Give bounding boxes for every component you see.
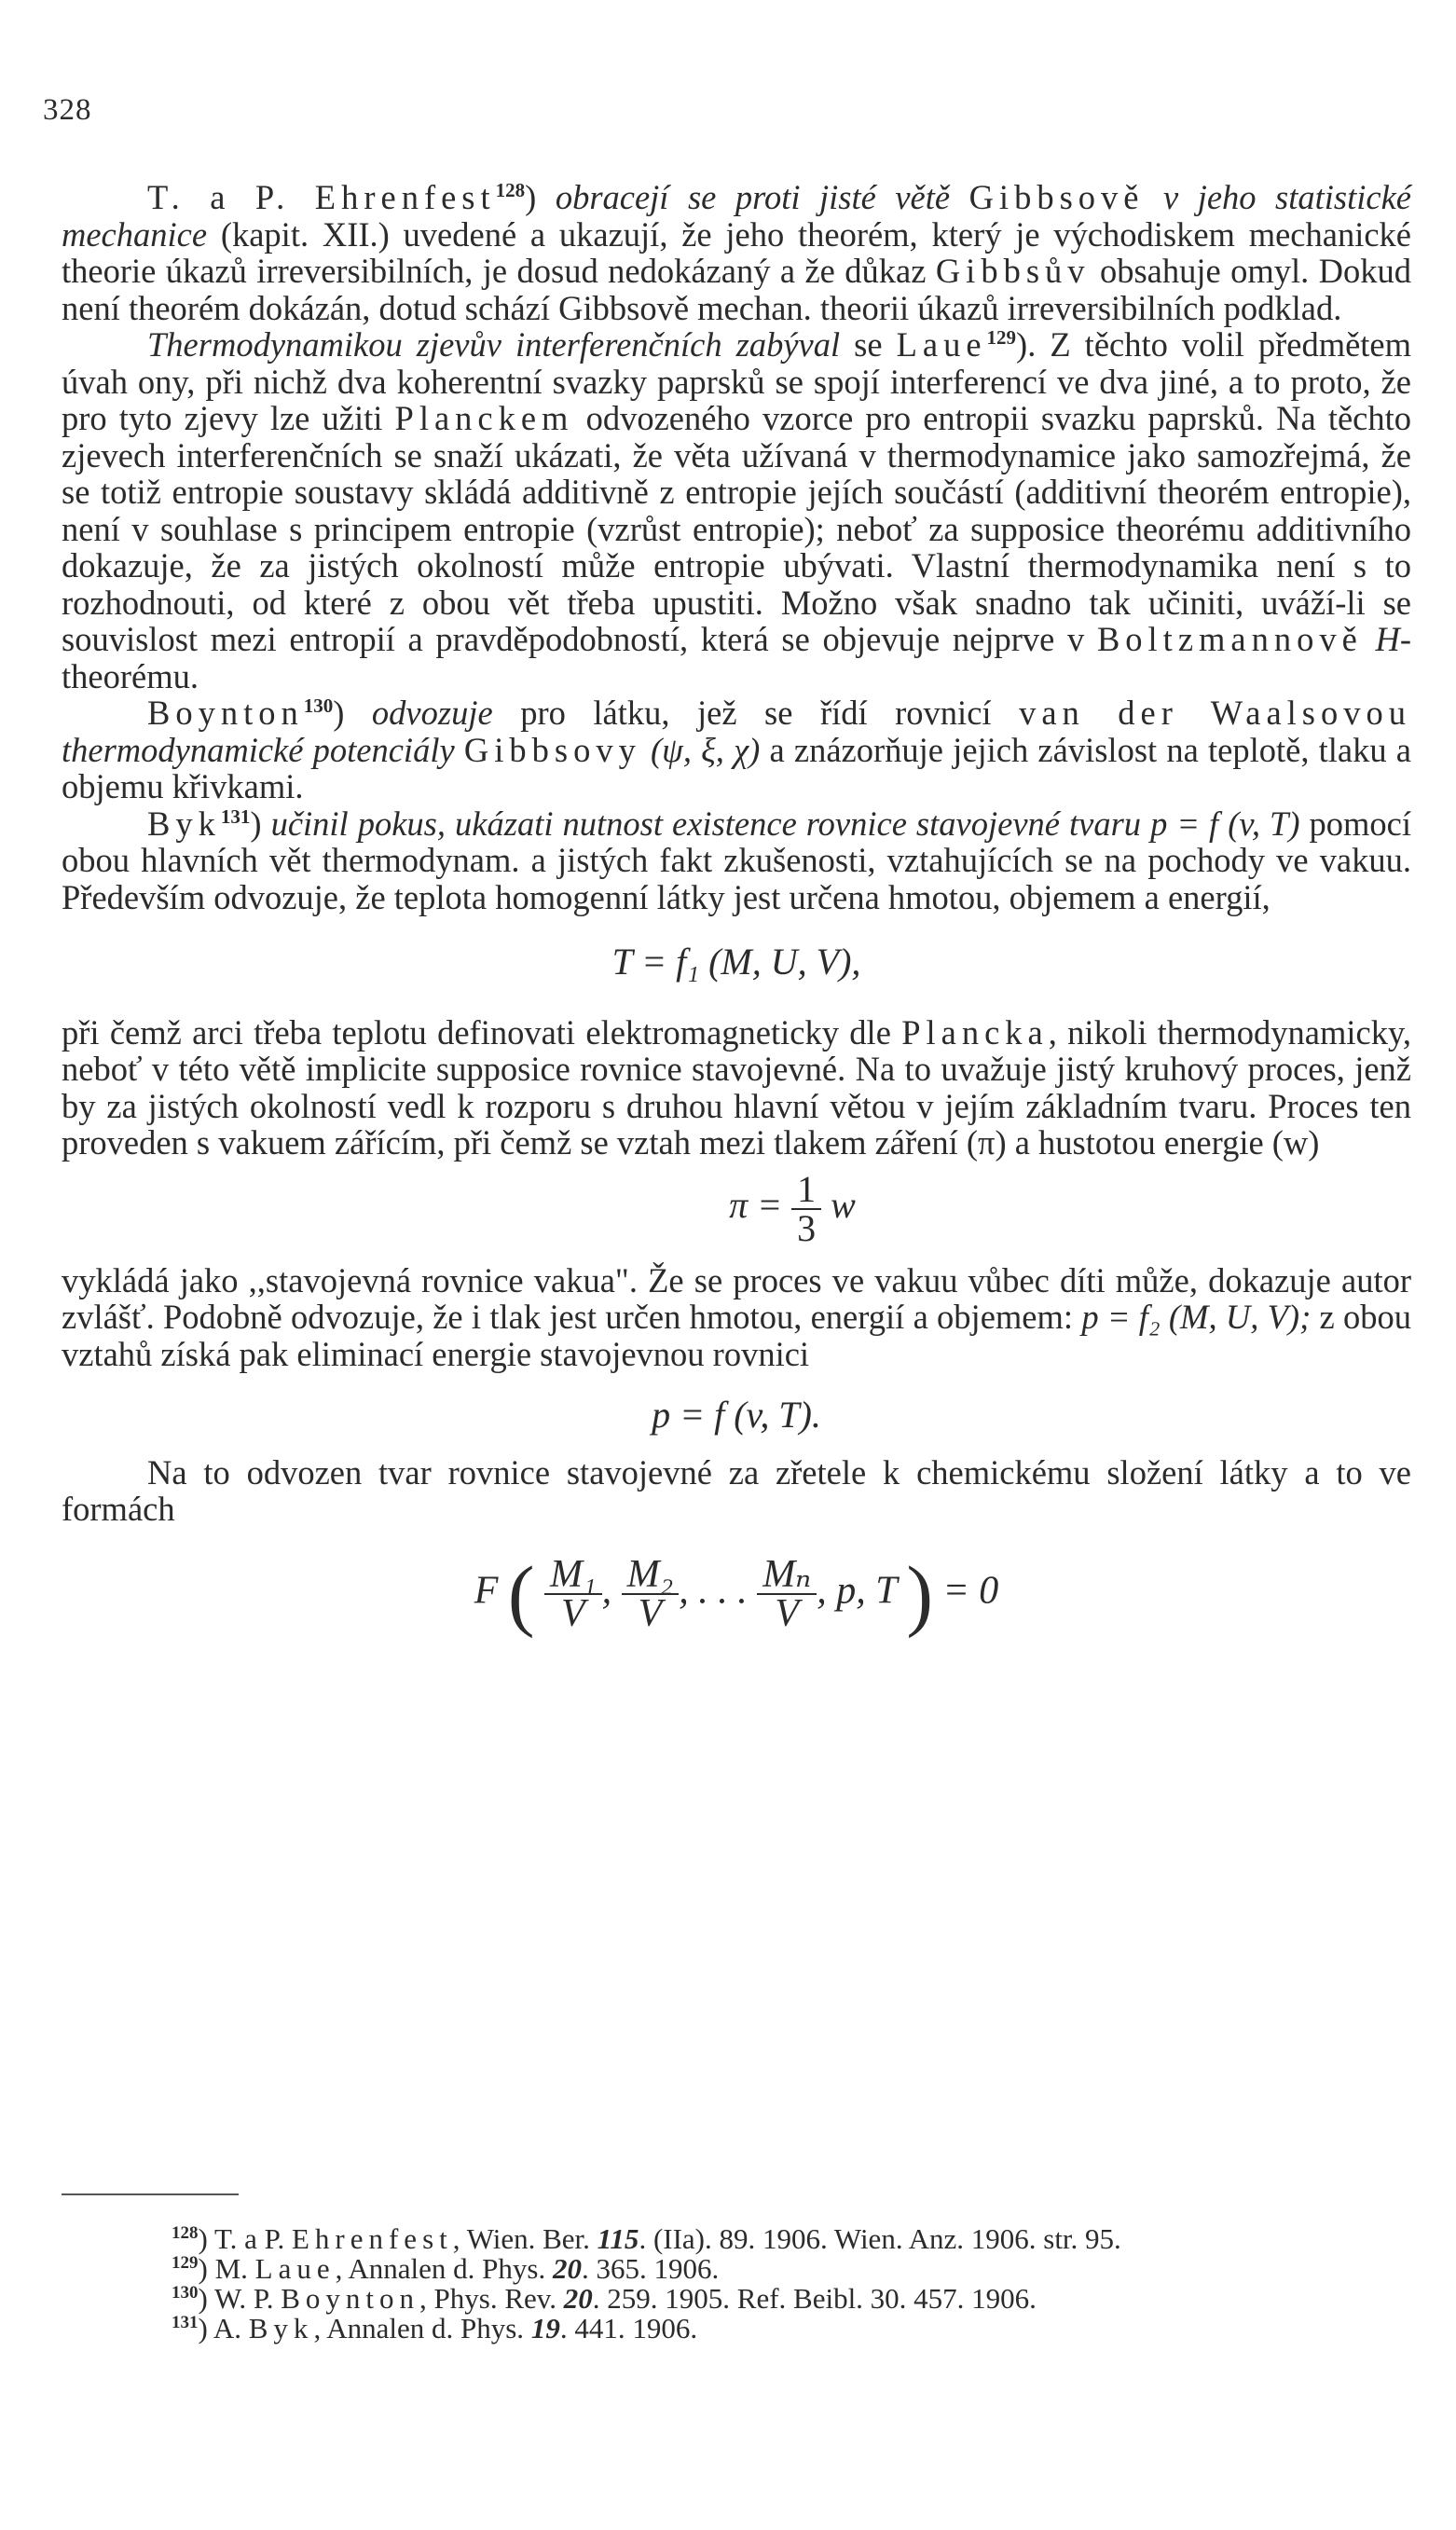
text-run: ). Z těchto volil předmětem úvah ony, při nichž dva koherentní svazky paprsků se spojí interferencí ve dva jiné, a to proto, že pro tyto zjevy lze užiti <box>62 325 1412 437</box>
footnote-text: . (IIa). 89. 1906. Wien. Anz. 1906. str. 95. <box>639 2222 1121 2255</box>
footnote <box>62 2224 1411 2254</box>
footnote-text: . 365. 1906. <box>581 2252 720 2285</box>
paragraph-planck <box>62 1014 1411 1162</box>
author-name: Byk <box>147 804 221 843</box>
italic-phrase: Thermodynamikou zjevův interferenčních zabýval <box>147 325 841 364</box>
text-run: při čemž arci třeba teplotu definovati elektromagneticky dle <box>62 1012 891 1052</box>
footnote-ref: 130 <box>303 694 334 717</box>
author-name: Boynton <box>147 694 304 732</box>
left-paren: ( <box>507 1548 535 1639</box>
italic-phrase: obracejí se proti jisté větě <box>555 178 951 216</box>
fraction-numerator: M₂ <box>622 1556 680 1595</box>
equation-temperature: T = f₁ (M, U, V), <box>611 941 861 983</box>
footnote-text: ) M. <box>198 2252 255 2285</box>
italic-symbol: H <box>1375 620 1400 658</box>
fraction-denominator: 3 <box>797 1206 817 1249</box>
footnotes <box>62 2224 1411 2344</box>
right-paren: ) <box>906 1548 933 1639</box>
page-number: 328 <box>43 93 92 127</box>
footnote-volume: 20 <box>563 2282 593 2315</box>
footnote-text: . 441. 1906. <box>559 2312 698 2344</box>
text-run: Na to odvozen tvar rovnice stavojevné za zřetele k chemickému složení látky a to ve formách <box>62 1452 1411 1528</box>
text-run: vykládá jako ,,stavojevná rovnice vakua". Že se proces ve vakuu vůbec díti může, dokazuje autor zvlášť. Podobně odvozuje, že i tlak jest určen hmotou, energií a objemem: <box>62 1260 1411 1336</box>
footnote-text: , Wien. Ber. <box>452 2222 598 2255</box>
text-run: obsahuje omyl. Dokud není theorém dokázán, dotud schází Gibbsově mechan. theorii úkazů irreversibilních podklad. <box>62 252 1412 327</box>
footnote-number: 128 <box>172 2223 199 2243</box>
author-name: Gibbsův <box>935 252 1091 290</box>
equation-lhs: π = <box>729 1183 783 1226</box>
footnote <box>62 2254 1411 2284</box>
footnote-text: , Annalen d. Phys. <box>313 2312 531 2344</box>
footnote-author: Ehrenfest <box>291 2222 453 2255</box>
footnote-text: ) T. a P. <box>198 2222 292 2255</box>
author-name: Laue <box>896 325 987 364</box>
symbol-list: (ψ, ξ, χ) <box>651 730 761 769</box>
footnote-volume: 20 <box>552 2252 582 2285</box>
paragraph-ehrenfest: T. a P. Ehrenfest$^{128}$) obracejí se proti jisté větě Gibbsově v jeho statistické mechanice (kapit. XII.) uvedené a ukazují, že jeho theorém, který je východiskem mechanické theorie úkazů irreversibilních, je dosud nedokázaný a že důkaz Gibbsův obsahuje omyl. Dokud není theorém dokázán, dotud schází Gibbsově mechan. theorii úkazů irreversibilních podklad. <box>62 178 1412 327</box>
footnote-author: Byk <box>248 2312 314 2344</box>
footnote-rule <box>62 2193 239 2195</box>
italic-phrase: thermodynamické potenciály <box>62 730 455 769</box>
author-name: T. a P. Ehrenfest <box>147 178 496 216</box>
text-run: (kapit. XII.) uvedené a ukazují, že jeho theorém, který je východiskem mechanické theorie úkazů irreversibilních, je dosud nedokázaný a že důkaz <box>62 214 1411 290</box>
text-run: a znázorňuje jejich závislost na teplotě, tlaku a objemu křivkami. <box>62 730 1411 805</box>
footnote-text: . 259. 1905. Ref. Beibl. 30. 457. 1906. <box>592 2282 1037 2315</box>
italic-phrase: učinil pokus, ukázati nutnost existence rovnice stavojevné tvaru p = f (v, T) <box>270 804 1300 843</box>
paragraph-vacuum <box>62 1262 1411 1373</box>
footnote-volume: 115 <box>597 2222 639 2255</box>
footnote-text: , Annalen d. Phys. <box>335 2252 553 2285</box>
italic-phrase: v jeho statistické mechanice <box>62 178 1412 254</box>
equation-chemical-composition: F ( $\frac{\text{M₁}}{V}$ , $\frac{\text{M₂}}{V}$ , . . . $\frac{\text{Mₙ}}{V}$ , p, T ) = 0 <box>474 1548 999 1639</box>
fraction <box>757 1552 817 1635</box>
author-name: Plancka <box>901 1012 1049 1052</box>
equation-rhs: = 0 <box>942 1569 999 1613</box>
function-symbol: F <box>474 1569 499 1613</box>
text-run: odvozeného vzorce pro entropii svazku paprsků. Na těchto zjevech interferenčních se snaží ukázati, že věta užívaná v thermodynamice jako samozřejmá, že se totiž entropie soustavy skládá additivně z entropie jejích součástí (additivní theorém entropie), není v souhlase s principem entropie (vzrůst entropie); neboť za supposice theorému additivního dokazuje, že za jistých okolností může entropie ubývati. Vlastní thermodynamika není s to rozhodnouti, od které z obou vět třeba upustiti. Možno však snadno tak učiniti, uváží-li se souvislost mezi entropií a pravděpodobností, která se objevuje nejprve v <box>62 399 1411 658</box>
footnote-volume: 19 <box>530 2312 560 2344</box>
paragraph-forms <box>62 1454 1411 1528</box>
inline-formula: p = f₂ (M, U, V); <box>1081 1298 1312 1336</box>
text-run: pro látku, jež se řídí rovnicí <box>520 694 992 732</box>
footnote-author: Laue <box>254 2252 336 2285</box>
fraction <box>544 1552 602 1635</box>
footnote-ref: 128 <box>495 179 526 201</box>
fraction-numerator: 1 <box>791 1171 821 1210</box>
ellipsis: , . . . <box>679 1569 748 1613</box>
paragraph-laue <box>62 326 1411 694</box>
fraction-numerator: M₁ <box>544 1556 602 1595</box>
equation-radiation-pressure <box>173 1167 1411 1249</box>
author-name: Gibbsovy <box>463 730 641 769</box>
fraction <box>791 1167 821 1249</box>
author-name: van der Waalsovou <box>1019 694 1412 732</box>
author-name: Gibbsově <box>968 178 1145 216</box>
footnote <box>62 2284 1411 2314</box>
footnote-text: , Phys. Rev. <box>419 2282 564 2315</box>
text-run: , nikoli thermodynamicky, neboť v této větě implicite supposice rovnice stavojevné. Na to uvažuje jistý kruhový proces, jenž by za jistých okolností vedl k rozporu s druhou hlavní větou v jejím základním tvaru. Proces ten proveden s vakuem zářícím, při čemž se vztah mezi tlakem záření (π) a hustotou energie (w) <box>62 1012 1411 1162</box>
footnote-ref: 131 <box>220 804 251 828</box>
main-text <box>62 178 1412 1639</box>
fraction-denominator: V <box>775 1591 800 1635</box>
paragraph-byk: Byk$^{131}$) učinil pokus, ukázati nutnost existence rovnice stavojevné tvaru p = f (v, T) pomocí obou hlavních vět thermodynam. a jistých fakt zkušenosti, vztahujících se na pochody ve vakuu. Především odvozuje, že teplota homogenní látky jest určena hmotou, objemem a energií, <box>62 804 1412 916</box>
paragraph-boynton: Boynton$^{130}$) odvozuje pro látku, jež se řídí rovnicí van der Waalsovou thermodynamické potenciály Gibbsovy (ψ, ξ, χ) a znázorňuje jejich závislost na teplotě, tlaku a objemu křivkami. <box>62 694 1412 805</box>
italic-phrase: odvozuje <box>371 694 493 732</box>
fraction <box>622 1552 680 1635</box>
text-run: pomocí obou hlavních vět thermodynam. a jistých fakt zkušenosti, vztahujících se na pochody ve vakuu. Především odvozuje, že teplota homogenní látky jest určena hmotou, objemem a energií, <box>62 804 1412 916</box>
equation-rhs: w <box>831 1183 856 1226</box>
equation-state: p = f (v, T). <box>652 1394 821 1436</box>
author-name: Planckem <box>394 399 574 437</box>
author-name: Boltzmannově <box>1096 620 1363 658</box>
footnote-text: ) A. <box>198 2312 249 2344</box>
fraction-numerator: Mₙ <box>757 1556 817 1595</box>
footnote-number: 130 <box>172 2283 199 2303</box>
fraction-denominator: V <box>638 1591 663 1635</box>
footnote-ref: 129 <box>986 326 1017 349</box>
equation-tail: , p, T <box>817 1569 897 1613</box>
text-run: z obou vztahů získá pak eliminací energie stavojevnou rovnici <box>62 1298 1412 1373</box>
footnote-author: Boynton <box>281 2282 420 2315</box>
footnote-number: 131 <box>172 2313 199 2332</box>
footnote-text: ) W. P. <box>198 2282 282 2315</box>
text-run: se <box>854 325 883 364</box>
footnote <box>62 2314 1411 2344</box>
footnote-number: 129 <box>172 2253 199 2273</box>
fraction-denominator: V <box>560 1591 585 1635</box>
text-run: -theorému. <box>62 620 1412 695</box>
